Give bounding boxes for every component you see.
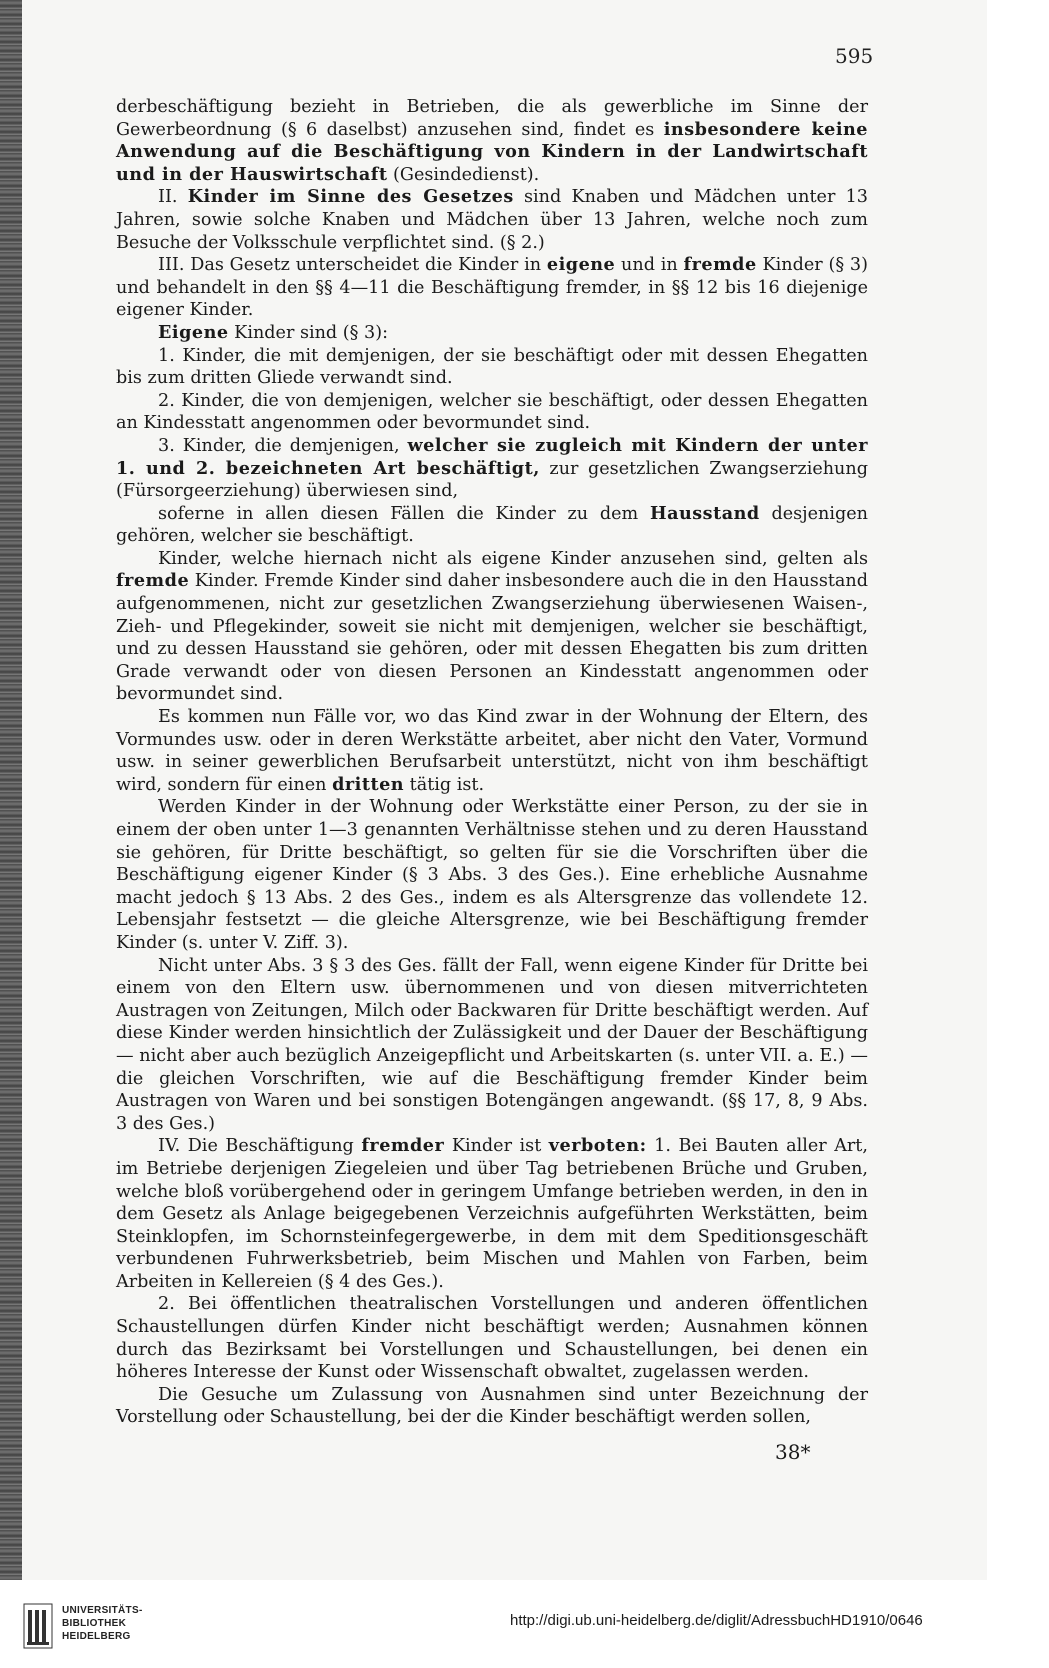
paragraph: Die Gesuche um Zulassung von Ausnahmen sind unter Bezeichnung der Vorstellung oder Schaustellung, bei der die Kinder beschäftigt werden sollen, [116,1384,868,1428]
paragraph: Es kommen nun Fälle vor, wo das Kind zwar in der Wohnung der Eltern, des Vormundes usw. oder in deren Werkstätte arbeitet, aber nicht den Vater, Vormund usw. in seiner gewerblichen Berufsarbeit unterstützt, nicht von ihm beschäftigt wird, sondern für einen dritten tätig ist. [116,707,868,795]
paragraph: II. Kinder im Sinne des Gesetzes sind Knaben und Mädchen unter 13 Jahren, sowie solche Knaben und Mädchen über 13 Jahren, welche noch zum Besuche der Volksschule verpflichtet sind. (§ 2.) [116,186,868,253]
paragraph: derbeschäftigung bezieht in Betrieben, die als gewerbliche im Sinne der Gewerbeordnung (§ 6 daselbst) anzusehen sind, findet es insbesondere keine Anwendung auf die Beschäftigung von Kindern in der Landwirtschaft und in der Hauswirtschaft (Gesindedienst). [116,97,868,185]
paragraph: 1. Kinder, die mit demjenigen, der sie beschäftigt oder mit dessen Ehegatten bis zum dritten Gliede verwandt sind. [116,345,868,389]
paragraph: 2. Kinder, die von demjenigen, welcher sie beschäftigt, oder dessen Ehegatten an Kindesstatt angenommen oder bevormundet sind. [116,390,868,434]
library-name-line: HEIDELBERG [62,1631,131,1642]
scan-edge-strip [0,0,22,1580]
page-number: 595 [835,44,874,68]
body-text [116,96,868,1429]
library-name-line: UNIVERSITÄTS- [62,1605,143,1616]
signature-mark: 38* [775,1440,811,1464]
library-logo-icon [22,1602,54,1650]
paragraph: Nicht unter Abs. 3 § 3 des Ges. fällt der Fall, wenn eigene Kinder für Dritte bei einem von den Eltern usw. übernommenen und von diesen mitverrichteten Austragen von Zeitungen, Milch oder Backwaren für Dritte beschäftigt werden. Auf diese Kinder werden hinsichtlich der Zulässigkeit und der Dauer der Beschäftigung — nicht aber auch bezüglich Anzeigepflicht und Arbeitskarten (s. unter VII. a. E.) — die gleichen Vorschriften, wie auf die Beschäftigung fremder Kinder beim Austragen von Waren und bei sonstigen Botengängen angewandt. (§§ 17, 8, 9 Abs. 3 des Ges.) [116,955,868,1134]
paragraph: 2. Bei öffentlichen theatralischen Vorstellungen und anderen öffentlichen Schaustellungen dürfen Kinder nicht beschäftigt werden; Ausnahmen können durch das Bezirksamt bei Vorstellungen und Schaustellungen, bei denen ein höheres Interesse der Kunst oder Wissenschaft obwaltet, zugelassen werden. [116,1294,868,1383]
paragraph: IV. Die Beschäftigung fremder Kinder ist verboten: 1. Bei Bauten aller Art, im Betriebe derjenigen Ziegeleien und über Tag betriebenen Brüche und Gruben, welche bloß vorübergehend oder in geringem Umfange betrieben werden, in den in dem Gesetz als Anlage beigegebenen Verzeichnis aufgeführten Werkstätten, beim Steinklopfen, im Schornsteinfegergewerbe, in dem mit dem Speditionsgeschäft verbundenen Fuhrwerksbetrieb, beim Mischen und Mahlen von Farben, beim Arbeiten in Kellereien (§ 4 des Ges.). [116,1135,868,1292]
paragraph: Kinder, welche hiernach nicht als eigene Kinder anzusehen sind, gelten als fremde Kinder. Fremde Kinder sind daher insbesondere auch die in den Hausstand aufgenommenen, nicht zur gesetzlichen Zwangserziehung überwiesenen Waisen-, Zieh- und Pflegekinder, soweit sie nicht mit demjenigen, welcher sie beschäftigt, und zu dessen Hausstand sie gehören, oder mit dessen Ehegatten bis zum dritten Grade verwandt oder von diesen Personen an Kindesstatt angenommen oder bevormundet sind. [116,548,869,705]
paragraph: 3. Kinder, die demjenigen, welcher sie zugleich mit Kindern der unter 1. und 2. bezeichneten Art beschäftigt, zur gesetzlichen Zwangserziehung (Fürsorgeerziehung) überwiesen sind, [116,434,868,502]
library-name [62,1604,143,1643]
library-name-line: BIBLIOTHEK [62,1618,127,1629]
paragraph: III. Das Gesetz unterscheidet die Kinder in eigene und in fremde Kinder (§ 3) und behandelt in den §§ 4—11 die Beschäftigung fremder, in §§ 12 bis 16 diejenige eigener Kinder. [116,254,868,321]
paragraph: soferne in allen diesen Fällen die Kinder zu dem Hausstand desjenigen gehören, welcher sie beschäftigt. [116,502,868,547]
paragraph: Eigene Kinder sind (§ 3): [158,321,389,343]
paragraph: Werden Kinder in der Wohnung oder Werkstätte einer Person, zu der sie in einem der oben unter 1—3 genannten Verhältnisse stehen und zu deren Hausstand sie gehören, für Dritte beschäftigt, so gelten für sie die Vorschriften über die Beschäftigung eigener Kinder (§ 3 Abs. 3 des Ges.). Eine erhebliche Ausnahme macht jedoch § 13 Abs. 2 des Ges., indem es als Altersgrenze das vollendete 12. Lebensjahr festsetzt — die gleiche Altersgrenze, wie bei Beschäftigung fremder Kinder (s. unter V. Ziff. 3). [116,797,868,953]
source-url-link[interactable]: http://digi.ub.uni-heidelberg.de/diglit/AdressbuchHD1910/0646 [510,1612,923,1629]
